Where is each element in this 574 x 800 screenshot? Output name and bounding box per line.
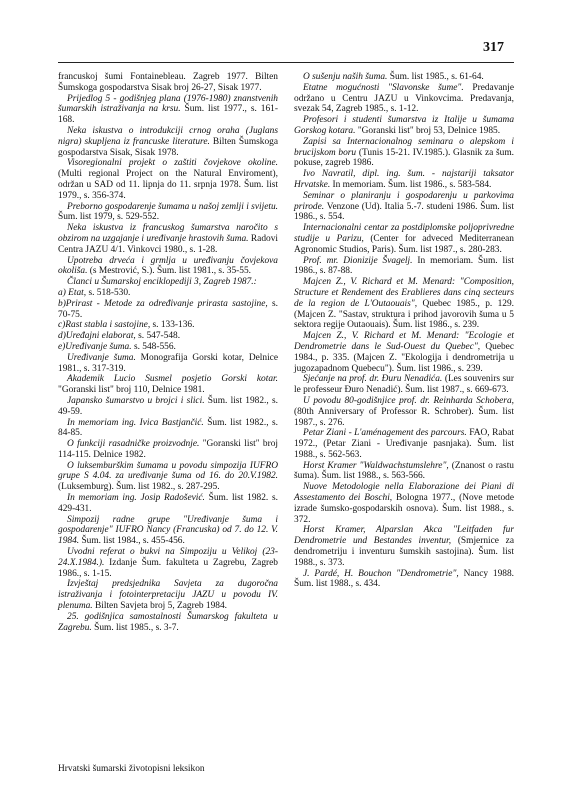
entry-title: Neka iskustva iz francuskog šumarstva naročito s obzirom na uzgajanje i uređivanje hrastovih šuma. (58, 223, 278, 244)
entry-details: Monografija Gorski kotar, Delnice 1981., s. 317-319. (58, 352, 279, 374)
entry-title: e)Uređivanje šuma. (58, 341, 132, 352)
entry-details: (80th Anniversary of Professor R. Schrober). Šum. list 1987., s. 276. (294, 406, 514, 428)
entry-title: Seminar o planiranju i gospodarenju u parkovima prirode. (294, 190, 514, 212)
bibliography-entry (58, 353, 278, 375)
entry-details: Bilten Savjeta broj 5, Zagreb 1984. (92, 601, 227, 612)
entry-title: Članci u Šumarskoj enciklopediji 3, Zagreb 1987.: (67, 277, 257, 288)
entry-details: Bologna 1977., (Nove metode izrade šumsko-gospodarskih osnova). Šum. list 1988., s. 372. (294, 493, 514, 525)
entry-title: Petar Ziani - L'aménagement des parcours. (303, 428, 467, 439)
entry-details: Šum. list 1982. s. 429-431. (58, 493, 278, 514)
entry-title: In memoriam ing. Josip Radošević. (67, 493, 205, 504)
header-rule (58, 62, 514, 63)
entry-title: Etatne mogućnosti "Slavonske šume". (303, 82, 464, 93)
entry-details: Radovi Centra JAZU 4/1. Vinkovci 1980., s. 1-28. (58, 233, 278, 255)
bibliography-entry (294, 223, 514, 255)
bibliography-entry (58, 418, 278, 440)
bibliography-entry (58, 299, 278, 321)
entry-details: "Goranski list" broj 110, Delnice 1981. (58, 385, 205, 396)
entry-details: Venzone (Ud). Italia 5.-7. studeni 1986. Šum. list 1986., s. 554. (294, 201, 514, 223)
bibliography-entry (294, 396, 514, 428)
entry-title: Visoregionalni projekt o zaštiti čovjekove okoline. (67, 158, 278, 169)
entry-details: Izdanje Šum. fakulteta u Zagrebu, Zagreb 1986., s. 1-15. (58, 557, 278, 579)
entry-title: Internacionalni centar za postdiplomske poljoprivredne studije u Parizu, (294, 223, 514, 244)
entry-details: (Les souvenirs sur le professeur Đuro Nenadić). Šum. list 1987., s. 669-673. (294, 374, 514, 396)
bibliography-entry (58, 202, 278, 224)
entry-title: Upotreba drveća i grmlja u uređivanju čovjekova okoliša. (58, 255, 278, 277)
bibliography-entry (58, 331, 278, 342)
entry-details: Quebec 1984., p. 335. (Majcen Z. "Ekologija i dendrometrija u jugozapadnom Quebecu"). Šum. list 1986., s. 239. (294, 341, 515, 374)
entry-details: (s Mestrović, S.). Šum. list 1981., s. 35-55. (87, 266, 251, 277)
bibliography-entry (294, 374, 514, 396)
entry-title: Uvodni referat o bukvi na Simpoziju u Velikoj (23-24.X.1984.). (58, 547, 278, 568)
entry-details: s. 133-136. (150, 320, 195, 331)
bibliography-entry (58, 277, 278, 288)
bibliography-entry (294, 482, 514, 525)
entry-details: Šum. list 1982., s. 84-85. (58, 417, 278, 439)
entry-title: Uređivanje šuma. (67, 352, 136, 363)
bibliography-entry (58, 342, 278, 353)
entry-details: Šum. list 1977., s. 161-168. (58, 104, 278, 126)
entry-details: In memoriam. Šum. list 1986., s. 87-88. (294, 255, 514, 277)
bibliography-entry (58, 126, 278, 158)
bibliography-entry (58, 94, 278, 126)
entry-title: O sušenju naših šuma. (303, 72, 388, 82)
entry-details: Bilten Šumskoga gospodarstva Sisak, Sisak 1978. (58, 136, 279, 158)
bibliography-entry (58, 493, 278, 515)
bibliography-entry (294, 169, 514, 191)
entry-details: (Smjernice za dendrometriju i inventuru šumskih sastojina). Šum. list 1988., s. 373. (294, 536, 514, 568)
bibliography-entry (294, 72, 514, 83)
entry-title: J. Pardé, H. Bouchon "Dendrometrie", (303, 568, 459, 579)
bibliography-entry (58, 288, 278, 299)
entry-title: Prijedlog 5 - godišnjeg plana (1976-1980) znanstvenih šumarskih istraživanja na krsu. (58, 93, 278, 115)
entry-title: Simpozij radne grupe "Uređivanje šuma i gospodarenje" IUFRO Nancy (Francuska) od 7. do 12. V. 1984. (58, 514, 278, 547)
entry-details: Nancy 1988. Šum. list 1988., s. 434. (294, 568, 515, 590)
entry-title: Prof. mr. Dionizije Švagelj. (303, 255, 413, 266)
right-column (294, 72, 514, 590)
bibliography-entry (294, 115, 514, 137)
page-number: 317 (483, 40, 504, 55)
entry-title: Izvještaj predsjednika Savjeta za dugoročna istraživanja i fotointerpretaciju JAZU u povodu IV. plenuma. (58, 579, 278, 612)
bibliography-entry (294, 191, 514, 223)
entry-details: s. 518-530. (86, 287, 131, 298)
entry-title: c)Rast stabla i sastojine, (58, 320, 151, 331)
entry-details: s. 547-548. (135, 331, 181, 342)
bibliography-entry (58, 515, 278, 547)
bibliography-entry (294, 569, 514, 591)
entry-title: Horst Kramer "Waldwachstumslehre", (303, 460, 449, 471)
entry-title: Preborno gospodarenje šumama u našoj zemlji i svijetu. (67, 201, 278, 212)
bibliography-entry (58, 72, 278, 94)
entry-details: Šum. list 1984., s. 455-456. (79, 536, 185, 547)
entry-details: (Center for adveced Mediterranean Agronomic Studios, Paris). Šum. list 1987., s. 280-283. (294, 233, 514, 255)
bibliography-entry (58, 374, 278, 396)
page-footer: Hrvatski šumarski životopisni leksikon (58, 764, 205, 774)
entry-details: (Luksemburg). Šum. list 1982., s. 287-295. (58, 482, 220, 493)
bibliography-entry (58, 612, 278, 634)
entry-title: Majcen Z., V. Richard et M. Menard: "Ecologie et Dendrometrie dans le Sud-Ouest du Quebec", (294, 331, 514, 352)
entry-title: a) Etat, (58, 287, 87, 298)
entry-title: Sjećanje na prof. dr. Đuru Nenadića. (303, 374, 443, 385)
entry-details: s. 548-556. (131, 341, 176, 352)
entry-title: Akademik Lucio Susmel posjetio Gorski kotar. (67, 374, 278, 385)
entry-details: (Znanost o rastu šuma). Šum. list 1988., s. 563-566. (294, 460, 514, 482)
entry-title: U povodu 80-godišnjice prof. dr. Reinharda Schobera, (303, 395, 514, 406)
bibliography-entry (58, 158, 278, 201)
bibliography-entry (294, 461, 514, 483)
bibliography-entry (58, 256, 278, 278)
entry-title: Neka iskustva o introdukciji crnog oraha (Juglans nigra) skupljena iz francuske literature. (58, 125, 278, 147)
entry-details: Quebec 1985., p. 129. (Majcen Z. "Sastav, struktura i prihod javorovih šuma u 5 sektora regije Outaouais). Šum. list 1986., s. 239. (294, 298, 514, 331)
entry-details: Predavanje održano u Centru JAZU u Vinkovcima. Predavanja, svezak 54, Zagreb 1985., s. 1-12. (294, 82, 515, 115)
entry-details: "Goranski list" broj 114-115. Delnice 1982. (58, 439, 278, 460)
entry-title: 25. godišnjica samostalnosti Šumarskog fakulteta u Zagrebu. (58, 611, 278, 633)
bibliography-entry (294, 256, 514, 278)
bibliography-entry (294, 525, 514, 568)
entry-title: Nuove Metodologie nella Elaborazione dei Piani di Assestamento dei Boschi, (294, 482, 514, 504)
bibliography-entry (294, 137, 514, 169)
bibliography-entry (58, 396, 278, 418)
entry-details: FAO, Rabat 1972., (Petar Ziani - Uređivanje pasnjaka). Šum. list 1988., s. 562-563. (294, 428, 514, 460)
entry-title: O funkciji rasadničke proizvodnje. (67, 439, 200, 450)
bibliography-entry (58, 223, 278, 255)
entry-title: d)Uređajni elaborat, (58, 331, 136, 342)
entry-details: Šum. list 1985., s. 61-64. (387, 72, 484, 82)
entry-title: Profesori i studenti šumarstva iz Italije u šumama Gorskog kotara. (294, 115, 514, 136)
entry-details: Šum. list 1979, s. 529-552. (58, 212, 160, 223)
bibliography-entry (58, 320, 278, 331)
entry-title: Ivo Navratil, dipl. ing. šum. - najstariji taksator Hrvatske. (294, 169, 514, 190)
bibliography-entry (58, 579, 278, 611)
entry-details: (Tunis 15-21. IV.1985.). Glasnik za šum. pokuse, zagreb 1986. (294, 147, 515, 169)
bibliography-entry (58, 547, 278, 579)
bibliography-entry (294, 277, 514, 331)
left-column (58, 72, 278, 633)
entry-details: Šum. list 1982., s. 49-59. (58, 395, 278, 417)
entry-title: b)Prirast - Metode za određivanje prirasta sastojine, (58, 298, 268, 309)
entry-title: Majcen Z., V. Richard et M. Menard: "Composition, Structure et Rendement des Erablieres dans cinq secteurs de la region de L'Outaouais", (294, 277, 514, 309)
bibliography-entry (294, 331, 514, 374)
bibliography-entry (294, 83, 514, 115)
entry-title: Zapisi sa Internacionalnog seminara o alepskom i brucijskom boru (294, 136, 514, 158)
entry-title: Japansko šumarstvo u brojci i slici. (67, 395, 205, 406)
entry-title: In memoriam ing. Ivica Bastjančić. (67, 417, 204, 428)
bibliography-entry (58, 439, 278, 461)
entry-title: Horst Kramer, Alparslan Akca "Leitfaden fur Dendrometrie und Bestandes inventur, (294, 525, 514, 547)
entry-details: (Multi regional Project on the Natural Enviroment), održan u SAD od 11. lipnja do 11. srpnja 1978. Šum. list 1979., s. 356-374. (58, 169, 278, 201)
entry-details: francuskoj šumi Fontainebleau. Zagreb 1977. Bilten Šumskoga gospodarstva Sisak broj 26-27, Sisak 1977. (58, 72, 278, 93)
entry-details: In memoriam. Šum. list 1986., s. 583-584. (330, 179, 492, 190)
entry-title: O luksemburškim šumama u povodu simpozija IUFRO grupe S 4.04. za uređivanje šuma od 16. do 20.V.1982. (58, 460, 278, 482)
entry-details: "Goranski list" broj 53, Delnice 1985. (355, 125, 501, 136)
bibliography-entry (294, 428, 514, 460)
entry-details: Šum. list 1985., s. 3-7. (91, 622, 179, 633)
bibliography-entry (58, 461, 278, 493)
entry-details: s. 70-75. (58, 298, 278, 320)
